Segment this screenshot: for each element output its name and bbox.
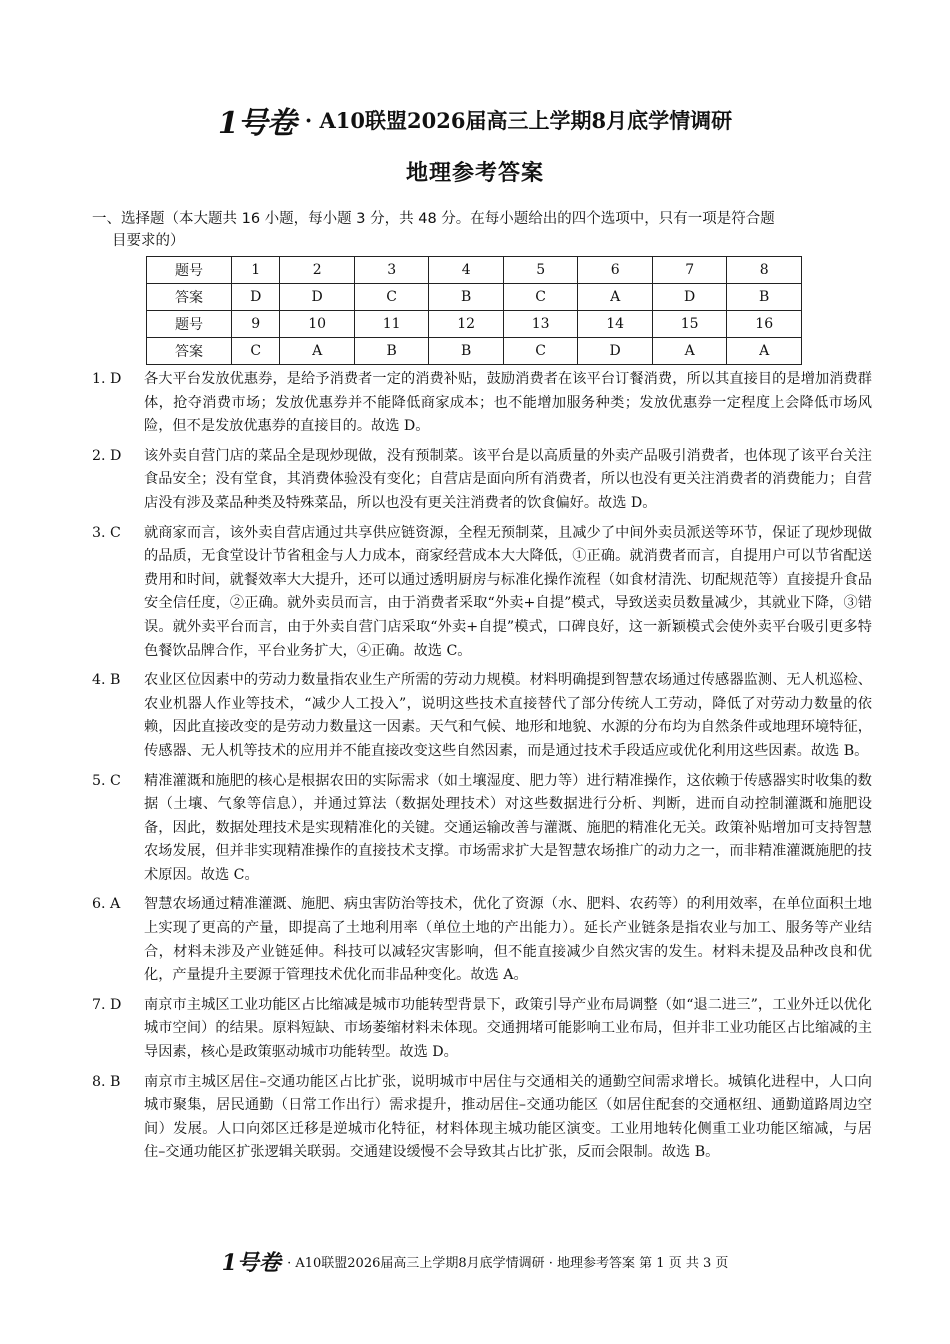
item-text: 该外卖自营门店的菜品全是现炒现做，没有预制菜。该平台是以高质量的外卖产品吸引消费者，也体现了该平台关注食品安全；没有堂食，其消费体验没有变化；自营店是面向所有消费者，所以也没有更关注消费者的消费能力；自营店没有涉及菜品种类及特殊菜品，所以也没有更关注消费者的饮食偏好。故选 D。 [144,447,872,511]
question-number-cell: 11 [354,311,429,338]
answer-cell: D [232,284,280,311]
answer-cell: B [429,338,504,365]
question-number-cell: 14 [578,311,653,338]
explanation-item [92,893,872,987]
item-number: 7. D [92,996,122,1013]
explanation-item [92,1071,872,1165]
answer-cell: D [280,284,355,311]
brand-logo: 1号卷 [217,106,296,141]
footer-text: · A10联盟2026届高三上学期8月底学情调研 · 地理参考答案 第 1 页 共 3 页 [287,1256,729,1271]
answer-cell: A [652,338,727,365]
answer-cell: D [652,284,727,311]
footer-logo: 1号卷 [221,1250,281,1276]
item-text: 各大平台发放优惠券，是给予消费者一定的消费补贴，鼓励消费者在该平台订餐消费，所以其直接目的是增加消费群体，抢夺消费市场；发放优惠券并不能降低商家成本；也不能增加服务种类；发放优惠券一定程度上会降低市场风险，但不是发放优惠券的直接目的。故选 D。 [144,371,872,435]
page-header [0,98,950,142]
answer-cell: B [429,284,504,311]
answer-cell: D [578,338,653,365]
section-heading-line1: 一、选择题（本大题共 16 小题，每小题 3 分，共 48 分。在每小题给出的四个选项中，只有一项是符合题 [92,211,775,227]
question-number-cell: 12 [429,311,504,338]
explanation-item [92,770,872,888]
explanation-item [92,368,872,439]
question-number-cell: 3 [354,257,429,284]
item-text: 就商家而言，该外卖自营店通过共享供应链资源，全程无预制菜，且减少了中间外卖员派送等环节，保证了现炒现做的品质，无食堂设计节省租金与人力成本，商家经营成本大大降低，①正确。就消费者而言，自提用户可以节省配送费用和时间，就餐效率大大提升，还可以通过透明厨房与标准化操作流程（如食材清洗、切配规范等）直接提升食品安全信任度，②正确。就外卖员而言，由于消费者采取“外卖+自提”模式，导致送卖员数量减少，其就业下降，③错误。就外卖平台而言，由于外卖自营门店采取“外卖+自提”模式，口碑良好，这一新颖模式会使外卖平台吸引更多特色餐饮品牌合作，平台业务扩大，④正确。故选 C。 [144,524,872,659]
item-number: 1. D [92,371,122,387]
section-heading [92,208,872,252]
question-number-cell: 2 [280,257,355,284]
answer-cell: C [503,284,578,311]
explanation-item [92,445,872,516]
answer-cell: C [354,284,429,311]
question-number-cell: 13 [503,311,578,338]
item-text: 南京市主城区居住–交通功能区占比扩张，说明城市中居住与交通相关的通勤空间需求增长。城镇化进程中，人口向城市聚集，居民通勤（日常工作出行）需求提升，推动居住–交通功能区（如居住配套的交通枢纽、通勤道路周边空间）发展。人口向郊区迁移是逆城市化特征，材料体现主城功能区演变。工业用地转化侧重工业功能区缩减，与居住–交通功能区扩张逻辑关联弱。交通建设缓慢不会导致其占比扩张，反而会限制。故选 B。 [144,1073,872,1161]
section-heading-line2: 目要求的） [112,233,185,249]
table-row-answer [147,284,802,311]
page-subtitle: 地理参考答案 [405,160,544,186]
item-number: 5. C [92,772,121,789]
item-text: 南京市主城区工业功能区占比缩减是城市功能转型背景下，政策引导产业布局调整（如“退二进三”，工业外迁以优化城市空间）的结果。原料短缺、市场萎缩材料未体现。交通拥堵可能影响工业布局，但并非工业功能区占比缩减的主导因素，核心是政策驱动城市功能转型。故选 D。 [144,996,872,1061]
question-number-cell: 16 [727,311,802,338]
item-number: 6. A [92,896,121,913]
table-row-answer [147,338,802,365]
row-label-answer: 答案 [147,284,232,311]
answer-cell: B [354,338,429,365]
row-label-answer: 答案 [147,338,232,365]
item-number: 3. C [92,524,121,541]
table-row-question [147,257,802,284]
exam-title: · A10联盟2026届高三上学期8月底学情调研 [304,108,733,133]
item-number: 8. B [92,1073,121,1090]
explanation-item [92,522,872,664]
question-number-cell: 5 [503,257,578,284]
answer-cell: B [727,284,802,311]
answer-table [146,256,802,365]
row-label-question: 题号 [147,311,232,338]
item-number: 4. B [92,672,121,689]
item-text: 农业区位因素中的劳动力数量指农业生产所需的劳动力规模。材料明确提到智慧农场通过传感器监测、无人机巡检、农业机器人作业等技术，“减少人工投入”，说明这些技术直接替代了部分传统人工劳动，降低了对劳动力数量的依赖，因此直接改变的是劳动力数量这一因素。天气和气候、地形和地貌、水源的分布均为自然条件或地理环境特征，传感器、无人机等技术的应用并不能直接改变这些自然因素，而是通过技术手段适应或优化利用这些因素。故选 B。 [144,672,872,759]
answer-cell: A [727,338,802,365]
question-number-cell: 15 [652,311,727,338]
explanation-item [92,994,872,1065]
item-text: 智慧农场通过精准灌溉、施肥、病虫害防治等技术，优化了资源（水、肥料、农药等）的利用效率，在单位面积土地上实现了更高的产量，即提高了土地利用率（单位土地的产出能力）。延长产业链条是指农业与加工、服务等产业结合，材料未涉及产业链延伸。科技可以减轻灾害影响，但不能直接减少自然灾害的发生。材料未提及品种改良和优化，产量提升主要源于管理技术优化而非品种变化。故选 A。 [144,896,872,984]
page-footer [0,1246,950,1277]
question-number-cell: 9 [232,311,280,338]
question-number-cell: 6 [578,257,653,284]
answer-cell: A [280,338,355,365]
row-label-question: 题号 [147,257,232,284]
item-number: 2. D [92,447,122,464]
answer-cell: A [578,284,653,311]
table-row-question [147,311,802,338]
question-number-cell: 7 [652,257,727,284]
answer-cell: C [503,338,578,365]
explanation-list [92,368,872,1171]
answer-cell: C [232,338,280,365]
question-number-cell: 1 [232,257,280,284]
explanation-item [92,669,872,763]
question-number-cell: 8 [727,257,802,284]
question-number-cell: 10 [280,311,355,338]
item-text: 精准灌溉和施肥的核心是根据农田的实际需求（如土壤湿度、肥力等）进行精准操作，这依赖于传感器实时收集的数据（土壤、气象等信息），并通过算法（数据处理技术）对这些数据进行分析、判断，进而自动控制灌溉和施肥设备，因此，数据处理技术是实现精准化的关键。交通运输改善与灌溉、施肥的精准化无关。政策补贴增加可支持智慧农场发展，但并非实现精准操作的直接技术支撑。市场需求扩大是智慧农场推广的动力之一，而非精准灌溉施肥的技术原因。故选 C。 [144,772,872,883]
question-number-cell: 4 [429,257,504,284]
